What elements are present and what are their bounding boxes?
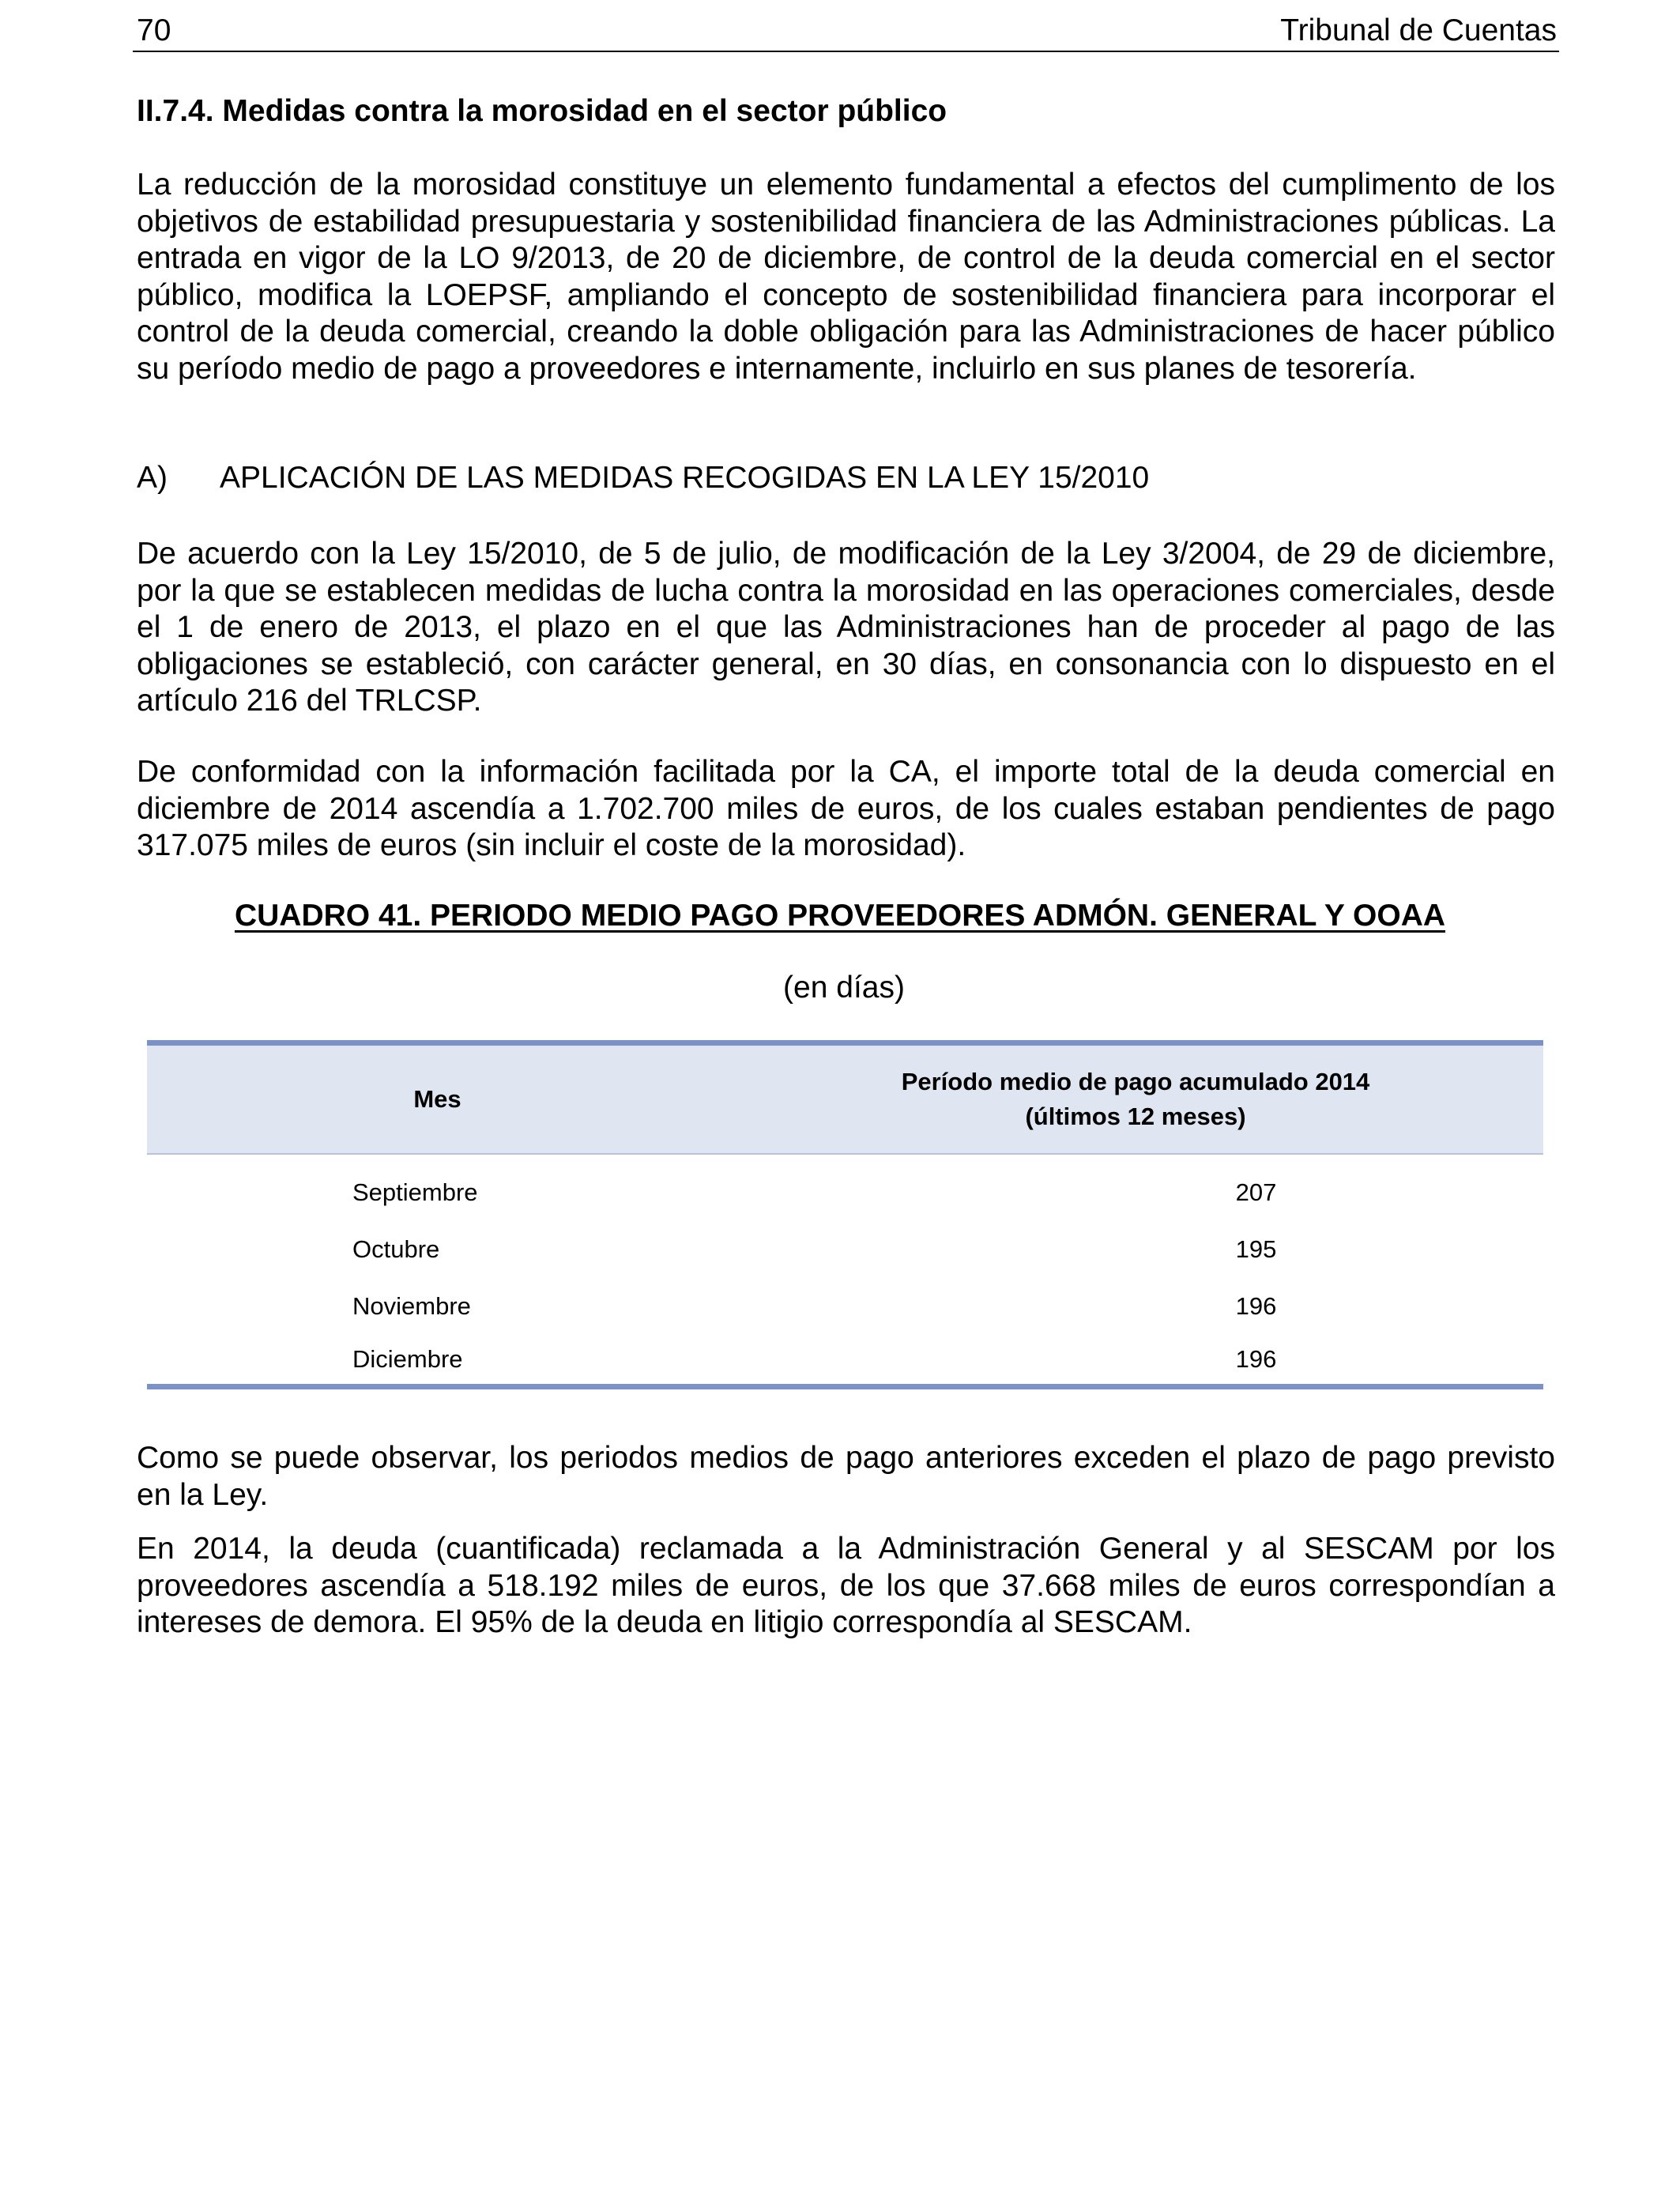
header-period xyxy=(728,1043,1543,1155)
row-value: 196 xyxy=(728,1335,1543,1387)
paragraph-claimed-debt: En 2014, la deuda (cuantificada) reclamada a la Administración General y al SESCAM por los proveedores ascendía a 518.192 miles de euros, de los que 37.668 miles de euros correspondían a intereses de demora. El 95% de la deuda en litigio correspondía al SESCAM. xyxy=(137,1532,1555,1639)
page-header xyxy=(133,11,1559,52)
table-title-text: CUADRO 41. PERIODO MEDIO PAGO PROVEEDORES ADMÓN. GENERAL Y OOAA xyxy=(234,899,1446,933)
paragraph-observation: Como se puede observar, los periodos medios de pago anteriores exceden el plazo de pago previsto en la Ley. xyxy=(137,1441,1555,1512)
paragraph-debt: De conformidad con la información facilitada por la CA, el importe total de la deuda comercial en diciembre de 2014 ascendía a 1.702.700 miles de euros, de los cuales estaban pendientes de pago 317.075 miles de euros (sin incluir el coste de la morosidad). xyxy=(137,755,1555,862)
header-period-line1: Período medio de pago acumulado 2014 xyxy=(901,1068,1370,1095)
header-period-line2: (últimos 12 meses) xyxy=(1025,1103,1246,1130)
page-number: 70 xyxy=(137,13,171,47)
paragraph-intro: La reducción de la morosidad constituye un elemento fundamental a efectos del cumplimento de los objetivos de estabilidad presupuestaria y sostenibilidad financiera de las Administraciones públicas. La entrada en vigor de la LO 9/2013, de 20 de diciembre, de control de la deuda comercial en el sector público, modifica la LOEPSF, ampliando el concepto de sostenibilidad financiera para incorporar el control de la deuda comercial, creando la doble obligación para las Administraciones de hacer público su período medio de pago a proveedores e internamente, incluirlo en sus planes de tesorería. xyxy=(137,168,1555,386)
row-month: Diciembre xyxy=(147,1335,728,1387)
row-month: Octubre xyxy=(352,1235,440,1263)
table-subtitle: (en días) xyxy=(783,971,905,1005)
section-title: II.7.4. Medidas contra la morosidad en el sector público xyxy=(137,94,947,128)
row-month: Septiembre xyxy=(352,1178,478,1206)
subheading-text: APLICACIÓN DE LAS MEDIDAS RECOGIDAS EN LA LEY 15/2010 xyxy=(220,461,1150,495)
table-title xyxy=(0,896,1680,936)
row-month: Noviembre xyxy=(352,1292,471,1320)
header-month: Mes xyxy=(147,1043,728,1155)
table-row xyxy=(147,1221,1543,1278)
row-value: 196 xyxy=(1235,1292,1277,1320)
paragraph-law: De acuerdo con la Ley 15/2010, de 5 de julio, de modificación de la Ley 3/2004, de 29 de diciembre, por la que se establecen medidas de lucha contra la morosidad en las operaciones comerciales, desde el 1 de enero de 2013, el plazo en el que las Administraciones han de proceder al pago de las obligaciones se estableció, con carácter general, en 30 días, en consonancia con lo dispuesto en el artículo 216 del TRLCSP. xyxy=(137,537,1555,718)
table-header-row xyxy=(147,1043,1543,1155)
row-value: 195 xyxy=(1235,1235,1277,1263)
row-value: 207 xyxy=(1235,1178,1277,1206)
organization-name: Tribunal de Cuentas xyxy=(1280,13,1557,47)
subheading-letter: A) xyxy=(137,461,168,495)
subheading-a xyxy=(137,458,1149,498)
table-row xyxy=(147,1278,1543,1335)
payment-period-table xyxy=(147,1040,1543,1389)
table-row xyxy=(147,1335,1543,1387)
table-row xyxy=(147,1154,1543,1221)
